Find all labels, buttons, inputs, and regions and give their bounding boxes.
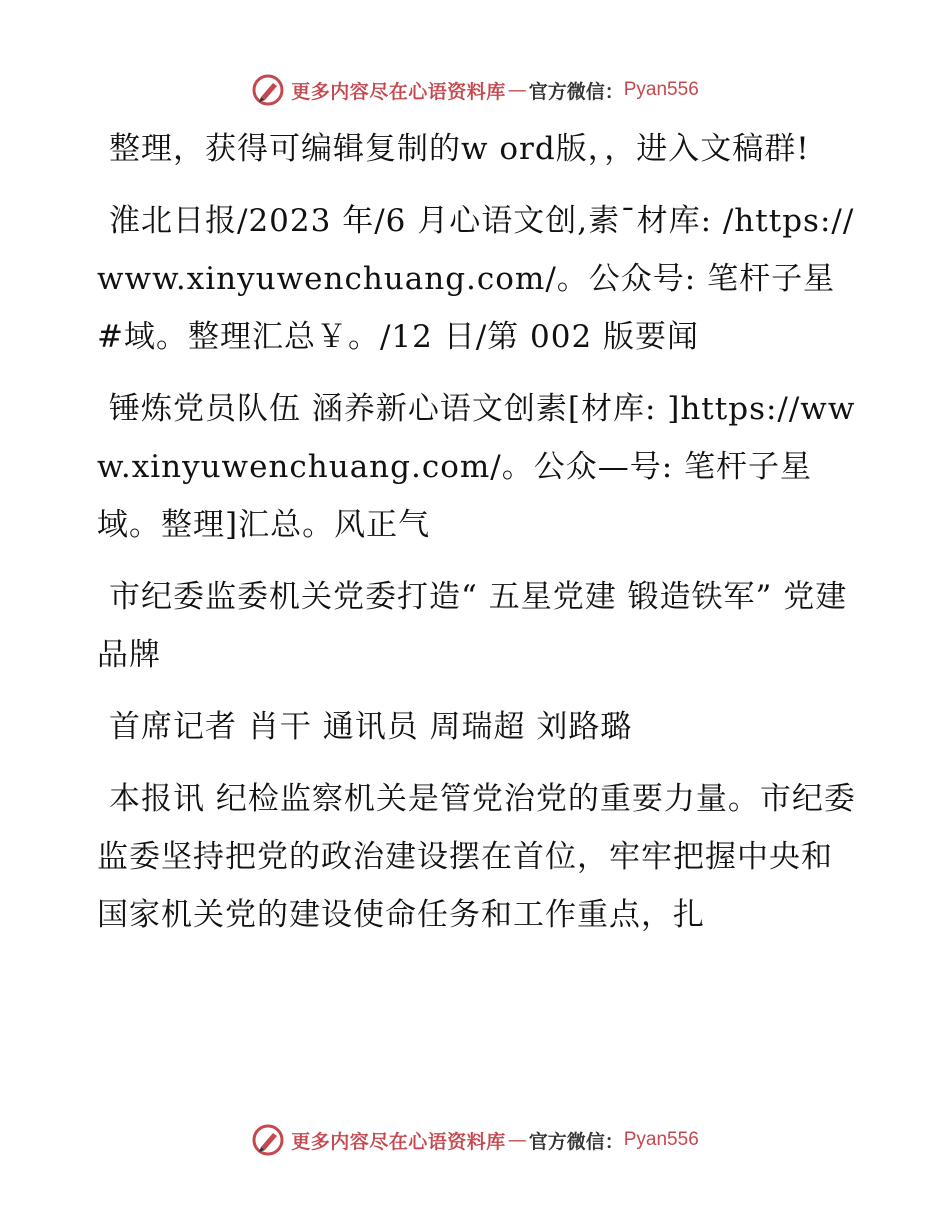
banner-main-text: 更多内容尽在心语资料库 — [291, 1130, 506, 1153]
banner-dash: — — [507, 79, 527, 101]
paragraph-intro: 整理，获得可编辑复制的w ord版，，进入文稿群! — [109, 131, 810, 167]
banner-wechat-label: 官方微信： — [528, 1130, 624, 1153]
banner-wechat-id: Pyan556 — [623, 1129, 699, 1150]
banner-wechat-id: Pyan556 — [623, 79, 699, 100]
paragraph-source: 淮北日报/2023 年/6 月心语文创,素¯材库: /https://www.xinyuwenchuang.com/。公众号: 笔杆子星#域。整理汇总￥。/12 日/第 002 版要闻 — [97, 203, 855, 355]
paragraph-headline: 锤炼党员队伍 涵养新心语文创素[材库: ]https://www.xinyuwenchuang.com/。公众—号: 笔杆子星域。整理]汇总。风正气 — [97, 391, 856, 543]
banner-main-text: 更多内容尽在心语资料库 — [291, 80, 506, 103]
pen-logo-icon — [251, 73, 285, 107]
paragraph-byline: 首席记者 肖干 通讯员 周瑞超 刘路璐 — [109, 709, 633, 745]
paragraph-body: 本报讯 纪检监察机关是管党治党的重要力量。市纪委监委坚持把党的政治建设摆在首位，牢牢把握中央和国家机关党的建设使命任务和工作重点，扎 — [97, 781, 856, 933]
footer-banner — [0, 1120, 950, 1160]
document-body — [97, 120, 857, 958]
banner-wechat-label: 官方微信： — [528, 80, 624, 103]
header-banner — [0, 70, 950, 110]
pen-logo-icon — [251, 1123, 285, 1157]
paragraph-subheadline: 市纪委监委机关党委打造“ 五星党建 锻造铁军” 党建品牌 — [97, 579, 848, 673]
banner-dash: — — [507, 1129, 527, 1151]
